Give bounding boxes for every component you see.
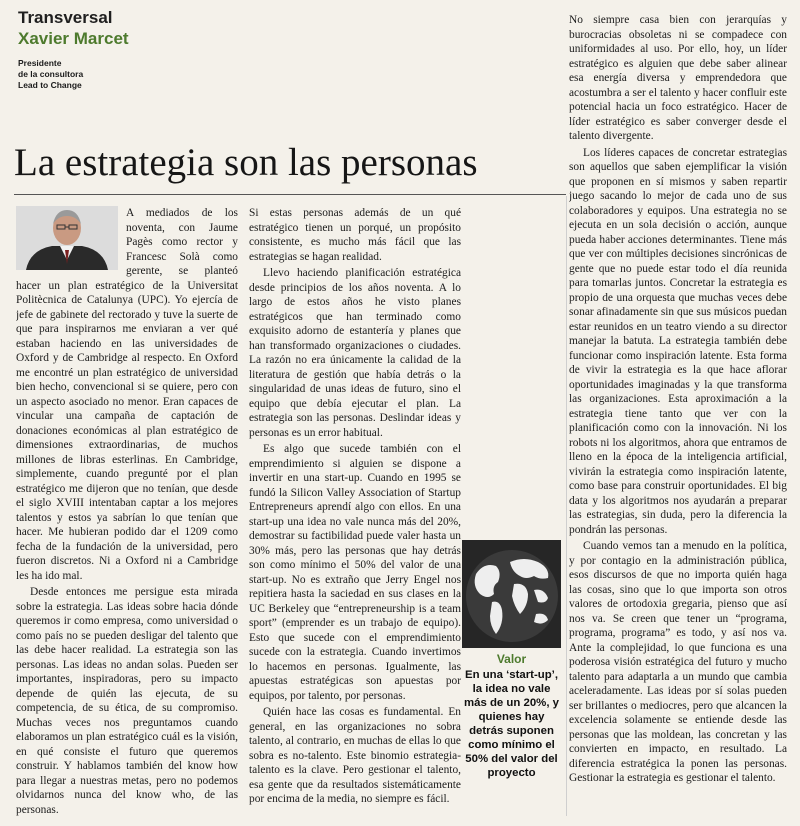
article-column-2 [249,206,461,816]
article-paragraph: A mediados de los noventa, con Jaume Pagès como rector y Francesc Solà como gerente, se planteó hacer un plan estratégico de la Universitat Politècnica de Catalunya (UPC). Yo ejercía de jefe de gabinete del rectorado y tuve la suerte de que para inspirarnos me enviaran a ver qué estaban haciendo en las universidades de Oxford y de Cambridge al respecto. En Oxford me encontré un plan estratégico de universidad bien hecho, convencional si se quiere, pero con un aspecto asociado no menor. Eran capaces de vincular una campaña de captación de donaciones económicas al plan estratégico de dimensiones extraordinarias, de muchos millones de libras esterlinas. En Cambridge, simplemente, cuando pregunté por el plan estratégico me dijeron que no tenían, que desde el siglo XVIII intentaban captar a los mejores talentos y estos ya sabrían lo que tenían que hacer. Me hubieran podido dar el 1209 como fecha de la fundación de la universidad, pero fueron discretos. Ni a Oxford ni a Cambridge les ha ido mal. [16,207,238,582]
author-role-line: de la consultora [18,69,84,79]
article-paragraph: Es algo que sucede también con el emprendimiento si alguien se dispone a invertir en una start-up. Cuando en 1995 se fundó la Silicon Valley Association of Startup Entrepreneurs aprendí algo con ellos. En una start-up una idea no vale nunca más del 20%, demostrar su factibilidad puede valer hasta un 30% más, pero las personas que hay detrás son como mínimo el 50% del valor de una start-up. No es extraño que Jerry Engel nos repitiera hasta la saciedad en sus clases en la UC Berkeley que “entrepreneurship is a team sport” (emprender es un trabajo de equipo). Esto que sucede con el emprendimiento sucede con la estrategia. Cuando invertimos lo hacemos en personas. Igualmente, las apuestas estratégicas son apuestas por equipos, por talento, por personas. [249,443,461,702]
author-name: Xavier Marcet [18,29,129,48]
article-paragraph: Cuando vemos tan a menudo en la política, y por contagio en la administración pública, esos discursos de que no importa quién haga las cosas, sino que lo que importa son otros valores de ortodoxia gregaria, pienso que así nos va. Se creen que tener un “programa, programa, programa” es todo, y así nos va. Ante la complejidad, lo que funciona es una poderosa visión estratégica del futuro y mucho talento para adaptarla a un mundo que cambia aceleradamente. Las ideas por sí solas pueden ser brillantes o mediocres, pero que alcancen la excelencia solamente se entiende desde las personas que las moldean, las concretan y las convierten en impacto, en resultado. La diferencia estratégica la ponen las personas. Gestionar la estrategia es gestionar el talento. [569,540,787,784]
article-column-1 [16,206,238,816]
world-map-icon [462,540,561,648]
author-role-line: Presidente [18,58,62,68]
author-photo [16,206,118,270]
author-role [18,58,178,91]
article-paragraph: Los líderes capaces de concretar estrategias son aquellos que saben ejemplificar la visión que proponen en sí mismos y saben repartir juego sacando lo mejor de cada uno de sus colaboradores y equipos. Una estrategia no se ejecuta en un sola decisión o acción, aunque pueda haber acciones determinantes. Tiene más que ver con múltiples decisiones sincrónicas de gente que no puede estar todo el día reunida para tomarlas juntos. Concretar la estrategia es propio de una orquesta que muchas veces debe sonar afinadamente sin que sus músicos puedan estar reunidos en un teatro viendo a su director manejar la batuta. La estrategia también debe funcionar como inspiración latente. Esta forma de vivir la estrategia es la que hace aflorar oportunidades imaginadas y la que transforma las organizaciones. Esta aproximación a la estrategia tiene tanto que ver con la planificación como con la innovación. Ni los robots ni los algoritmos, ahora que entramos de lleno en la época de la inteligencia artificial, vivirán la estrategia como inspiración latente, como base para construir oportunidades. El big data y los algoritmos nos ayudarán a preparar las estrategias, sin duda, pero la diferencia la pondrán las personas. [569,146,787,536]
author-role-line: Lead to Change [18,80,82,90]
headline: La estrategia son las personas [14,141,478,184]
pull-quote-text: En una ‘start-up’, la idea no vale más de un 20%, y quienes hay detrás suponen como mínimo el 50% del valor del proyecto [464,669,559,779]
article-column-3 [569,13,787,815]
section-name: Transversal [18,8,113,27]
article-paragraph: Desde entonces me persigue esta mirada sobre la estrategia. Las ideas sobre hacia dónde queremos ir como empresa, como universidad o como país no se pueden desligar del talento que las debe hacer realidad. La estrategia son las personas. Las ideas no andan solas. Pueden ser importantes, inspiradoras, pero su impacto depende de quién las ejecuta, de su competencia, de su ética, de su compromiso. Muchas veces nos preguntamos cuando elaboramos un plan estratégico cuál es la visión, en qué consiste el futuro que queremos construir. Y hablamos también del know how para llegar a nuestras metas, pero no podemos olvidarnos nunca del know who, de las personas. [16,586,238,816]
article-paragraph: No siempre casa bien con jerarquías y burocracias obsoletas ni se compadece con uniformidades al uso. Por ello, hoy, un líder estratégico es alguien que debe saber alinear esa energía diversa y emprendedora que acostumbra a ser el talento y hacer confluir este potencial hacia un foco estratégico. Hacer de líder estratégico es saber converger desde el talento divergente. [569,14,787,142]
headline-rule [14,194,566,195]
column-divider [566,196,567,816]
article-paragraph: Llevo haciendo planificación estratégica desde principios de los años noventa. A lo largo de estos años he visto planes estratégicos que han terminado como exquisito adorno de estantería y planes que han transformado organizaciones o ciudades. La razón no era únicamente la calidad de la literatura de gestión que había detrás o la singularidad de unas ideas de futuro, sino el equipo que debía ejecutar el plan. La estrategia son las personas. Deslindar ideas y personas es un error habitual. [249,267,461,439]
article-paragraph: Si estas personas además de un qué estratégico tienen un porqué, un propósito consistente, es mucho más fácil que las estrategias se hagan realidad. [249,207,461,263]
pull-quote [462,652,561,780]
pull-quote-label: Valor [496,652,527,666]
article-paragraph: Quién hace las cosas es fundamental. En general, en las organizaciones no sobra talento, al contrario, en muchas de ellas lo que sobra es no-talento. Este binomio estrategia-talento es la clave. Pero gestionar el talento, esa gente que da resultados sistemáticamente por encima de la media, no siempre es fácil. [249,706,461,805]
